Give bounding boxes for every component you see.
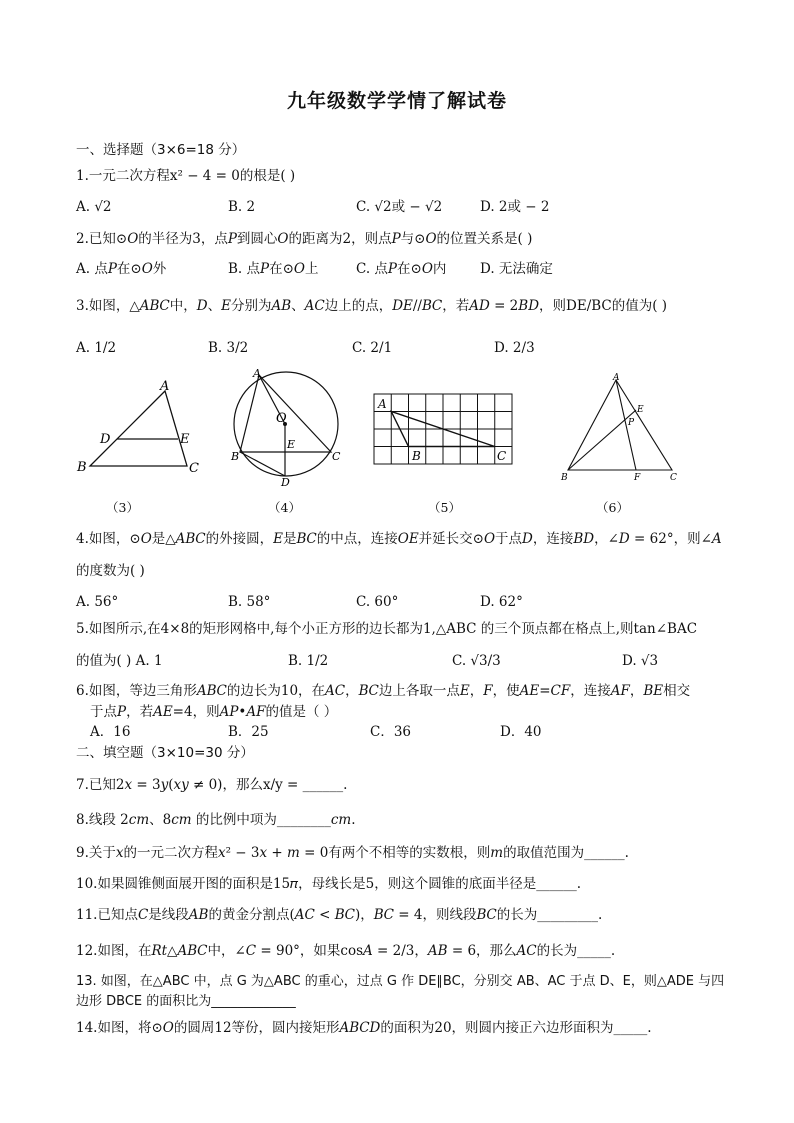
section-heading-fill: 二、填空题（3×10=30 分） bbox=[76, 745, 254, 761]
q6-option-a: A．16 bbox=[90, 724, 131, 740]
question-9: 9.关于𝑥的一元二次方程𝑥² − 3𝑥 + 𝑚 = 0有两个不相等的实数根，则𝑚的取值范围为______. bbox=[76, 845, 629, 861]
question-6-stem-line2: 于点𝑃，若𝐴𝐸=4，则𝐴𝑃•𝐴𝐹的值是（ ） bbox=[90, 704, 338, 720]
q4-option-d: D. 62° bbox=[480, 594, 523, 610]
q6-option-c: C．36 bbox=[370, 724, 412, 740]
fig6-label-b: B bbox=[561, 473, 568, 483]
fig4-label-b: B bbox=[231, 450, 240, 463]
q3-option-a: A. 1/2 bbox=[76, 340, 117, 356]
q3-option-d: D. 2/3 bbox=[494, 340, 535, 356]
q5-option-d: D. √3 bbox=[622, 653, 659, 669]
question-7: 7.已知2𝑥 = 3𝑦(𝑥𝑦 ≠ 0)，那么x/y = ______. bbox=[76, 777, 348, 793]
figure-5-grid bbox=[370, 390, 520, 470]
q6-option-b: B．25 bbox=[228, 724, 269, 740]
q5-option-b: B. 1/2 bbox=[288, 653, 329, 669]
fig4-label-c: C bbox=[332, 450, 341, 463]
figure-5-caption: （5） bbox=[428, 500, 461, 515]
fig3-label-c: C bbox=[189, 461, 199, 476]
q3-option-b: B. 3/2 bbox=[208, 340, 249, 356]
figure-4-caption: （4） bbox=[268, 500, 301, 515]
question-3-stem: 3.如图，△𝐴𝐵𝐶中，𝐷、𝐸分别为𝐴𝐵、𝐴𝐶边上的点，𝐷𝐸//𝐵𝐶，若𝐴𝐷 = 2𝐵𝐷，则DE/BC的值为( ) bbox=[76, 298, 668, 314]
q1-option-d: D. 2或 − 2 bbox=[480, 199, 550, 215]
fig6-label-f: F bbox=[634, 473, 641, 483]
fig6-label-c: C bbox=[670, 473, 677, 483]
figure-4-circle bbox=[228, 366, 348, 488]
fig3-label-a: A bbox=[160, 379, 170, 394]
question-6-stem-line1: 6.如图，等边三角形𝐴𝐵𝐶的边长为10，在𝐴𝐶，𝐵𝐶边上各取一点𝐸，𝐹，使𝐴𝐸=𝐶𝐹，连接𝐴𝐹，𝐵𝐸相交 bbox=[76, 683, 691, 699]
page-title: 九年级数学学情了解试卷 bbox=[286, 90, 507, 112]
fig4-label-o: O bbox=[276, 411, 287, 426]
question-5-stem-line2: 的值为( ) A. 1 bbox=[76, 653, 163, 669]
q6-option-d: D．40 bbox=[500, 724, 542, 740]
question-4-stem-line2: 的度数为( ) bbox=[76, 563, 145, 579]
question-10: 10.如果圆锥侧面展开图的面积是15𝜋，母线长是5，则这个圆锥的底面半径是______. bbox=[76, 876, 582, 892]
question-13-line2: 边形 DBCE 的面积比为_____________ bbox=[76, 994, 296, 1009]
question-8: 8.线段 2𝑐𝑚、8𝑐𝑚 的比例中项为________𝑐𝑚. bbox=[76, 812, 356, 828]
figure-6-caption: （6） bbox=[596, 500, 629, 515]
q3-option-c: C. 2/1 bbox=[352, 340, 393, 356]
fig3-label-d: D bbox=[100, 432, 111, 447]
q2-option-d: D. 无法确定 bbox=[480, 261, 553, 277]
figure-6-equilateral-triangle bbox=[556, 372, 686, 487]
fig4-label-e: E bbox=[287, 438, 296, 451]
q5-option-c: C. √3/3 bbox=[452, 653, 501, 669]
figure-3-caption: （3） bbox=[106, 500, 139, 515]
figure-3-triangle bbox=[72, 378, 207, 478]
fig5-label-a: A bbox=[378, 397, 387, 411]
fig5-label-c: C bbox=[497, 449, 507, 463]
q4-option-c: C. 60° bbox=[356, 594, 399, 610]
q2-option-c: C. 点𝑃在⊙𝑂内 bbox=[356, 261, 447, 277]
fig6-label-a: A bbox=[613, 373, 620, 383]
question-14: 14.如图，将⊙𝑂的圆周12等份，圆内接矩形𝐴𝐵𝐶𝐷的面积为20，则圆内接正六边形面积为_____. bbox=[76, 1020, 652, 1036]
question-4-stem-line1: 4.如图，⊙𝑂是△𝐴𝐵𝐶的外接圆，𝐸是𝐵𝐶的中点，连接𝑂𝐸并延长交⊙𝑂于点𝐷，连接𝐵𝐷，∠𝐷 = 62°，则∠𝐴 bbox=[76, 531, 722, 547]
question-13-line1: 13. 如图，在△ABC 中，点 G 为△ABC 的重心，过点 G 作 DE∥BC，分别交 AB、AC 于点 D、E，则△ADE 与四 bbox=[76, 974, 725, 989]
fig6-label-p: P bbox=[628, 418, 635, 428]
q4-option-a: A. 56° bbox=[76, 594, 119, 610]
fig3-label-e: E bbox=[180, 432, 190, 447]
q1-option-b: B. 2 bbox=[228, 199, 256, 215]
q2-option-b: B. 点𝑃在⊙𝑂上 bbox=[228, 261, 319, 277]
question-12: 12.如图，在𝑅𝑡△𝐴𝐵𝐶中，∠𝐶 = 90°，如果cos𝐴 = 2/3，𝐴𝐵 = 6，那么𝐴𝐶的长为_____. bbox=[76, 943, 616, 959]
question-11: 11.已知点𝐶是线段𝐴𝐵的黄金分割点(𝐴𝐶 < 𝐵𝐶)，𝐵𝐶 = 4，则线段𝐵𝐶的长为_________. bbox=[76, 907, 603, 923]
fig5-label-b: B bbox=[412, 449, 421, 463]
q1-option-a: A. √2 bbox=[76, 199, 112, 215]
fig4-label-a: A bbox=[253, 367, 261, 380]
q4-option-b: B. 58° bbox=[228, 594, 271, 610]
fig3-label-b: B bbox=[77, 460, 87, 475]
section-heading-choice: 一、选择题（3×6=18 分） bbox=[76, 142, 246, 158]
question-2-stem: 2.已知⊙𝑂的半径为3，点𝑃到圆心𝑂的距离为2，则点𝑃与⊙𝑂的位置关系是( ) bbox=[76, 231, 533, 247]
question-5-stem-line1: 5.如图所示,在4×8的矩形网格中,每个小正方形的边长都为1,△ABC 的三个顶点都在格点上,则tan∠BAC bbox=[76, 621, 698, 637]
fig6-label-e: E bbox=[637, 405, 644, 415]
q2-option-a: A. 点𝑃在⊙𝑂外 bbox=[76, 261, 167, 277]
q1-option-c: C. √2或 − √2 bbox=[356, 199, 443, 215]
question-1-stem: 1.一元二次方程x² − 4 = 0的根是( ) bbox=[76, 168, 296, 184]
fig4-label-d: D bbox=[281, 476, 290, 488]
